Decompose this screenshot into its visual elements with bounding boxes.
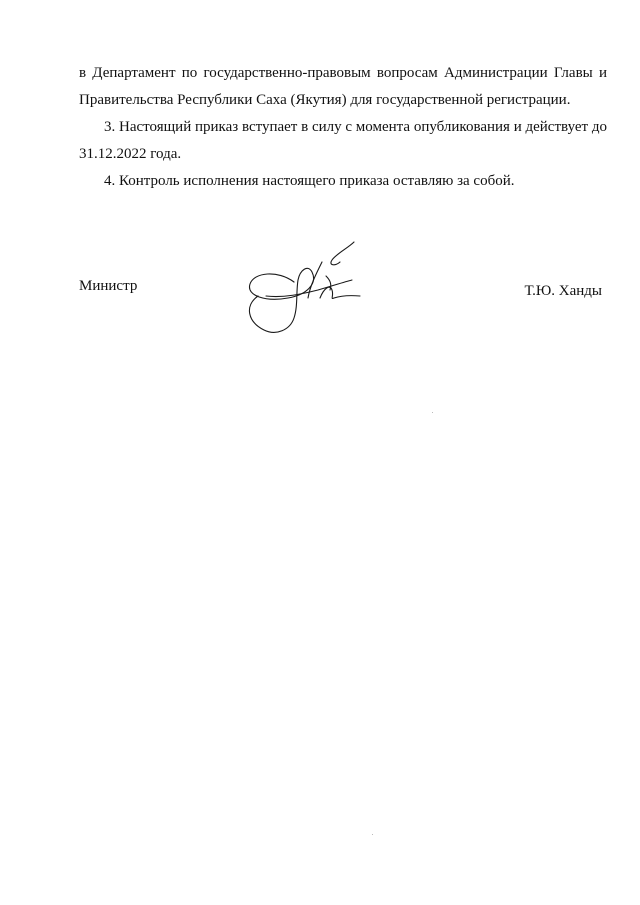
paragraph-3: 3. Настоящий приказ вступает в силу с момента опубликования и действует до 31.12.2022 года. [79, 119, 607, 162]
document-body [79, 60, 607, 195]
scan-speck [372, 834, 373, 835]
handwritten-signature [236, 240, 366, 340]
paragraph-4: 4. Контроль исполнения настоящего приказа оставляю за собой. [104, 173, 515, 189]
paragraph-continuation: в Департамент по государственно-правовым вопросам Администрации Главы и Правительства Республики Саха (Якутия) для государственной регистрации. [79, 65, 607, 108]
signatory-name: Т.Ю. Ханды [524, 283, 602, 299]
scan-speck [432, 412, 433, 413]
signatory-position: Министр [79, 278, 138, 294]
